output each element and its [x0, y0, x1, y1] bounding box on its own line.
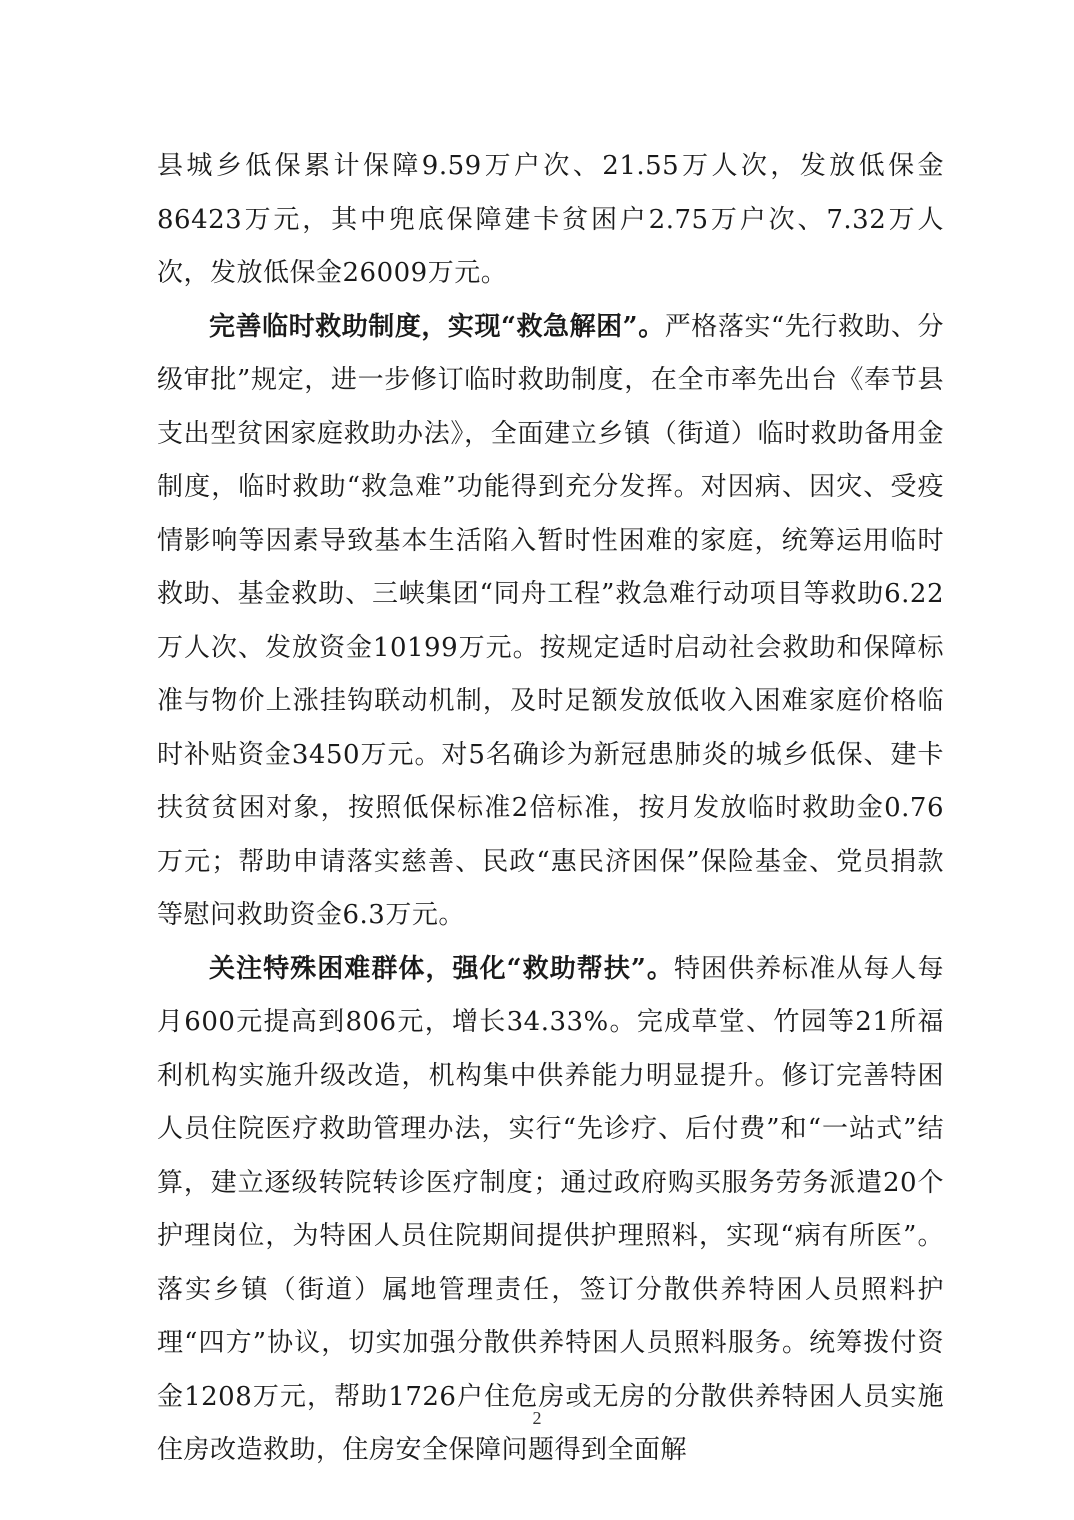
paragraph-2	[157, 301, 944, 943]
paragraph-3-text: 特困供养标准从每人每月600元提高到806元，增长34.33%。完成草堂、竹园等21所福利机构实施升级改造，机构集中供养能力明显提升。修订完善特困人员住院医疗救助管理办法，实行“先诊疗、后付费”和“一站式”结算，建立逐级转院转诊医疗制度；通过政府购买服务劳务派遣20个护理岗位，为特困人员住院期间提供护理照料，实现“病有所医”。落实乡镇（街道）属地管理责任，签订分散供养特困人员照料护理“四方”协议，切实加强分散供养特困人员照料服务。统筹拨付资金1208万元，帮助1726户住危房或无房的分散供养特困人员实施住房改造救助，住房安全保障问题得到全面解	[157, 953, 944, 1465]
paragraph-3	[157, 943, 944, 1478]
paragraph-2-lead: 完善临时救助制度，实现“救急解困”。	[209, 311, 665, 342]
paragraph-2-text: 严格落实“先行救助、分级审批”规定，进一步修订临时救助制度，在全市率先出台《奉节县支出型贫困家庭救助办法》，全面建立乡镇（街道）临时救助备用金制度，临时救助“救急难”功能得到充分发挥。对因病、因灾、受疫情影响等因素导致基本生活陷入暂时性困难的家庭，统筹运用临时救助、基金救助、三峡集团“同舟工程”救急难行动项目等救助6.22万人次、发放资金10199万元。按规定适时启动社会救助和保障标准与物价上涨挂钩联动机制，及时足额发放低收入困难家庭价格临时补贴资金3450万元。对5名确诊为新冠患肺炎的城乡低保、建卡扶贫贫困对象，按照低保标准2倍标准，按月发放临时救助金0.76万元；帮助申请落实慈善、民政“惠民济困保”保险基金、党员捐款等慰问救助资金6.3万元。	[157, 311, 944, 930]
document-body	[157, 140, 944, 1478]
paragraph-1-text: 县城乡低保累计保障9.59万户次、21.55万人次，发放低保金86423万元，其中兜底保障建卡贫困户2.75万户次、7.32万人次，发放低保金26009万元。	[157, 151, 944, 288]
page-number: 2	[532, 1408, 542, 1428]
paragraph-3-lead: 关注特殊困难群体，强化“救助帮扶”。	[209, 953, 674, 984]
paragraph-1	[157, 140, 944, 301]
